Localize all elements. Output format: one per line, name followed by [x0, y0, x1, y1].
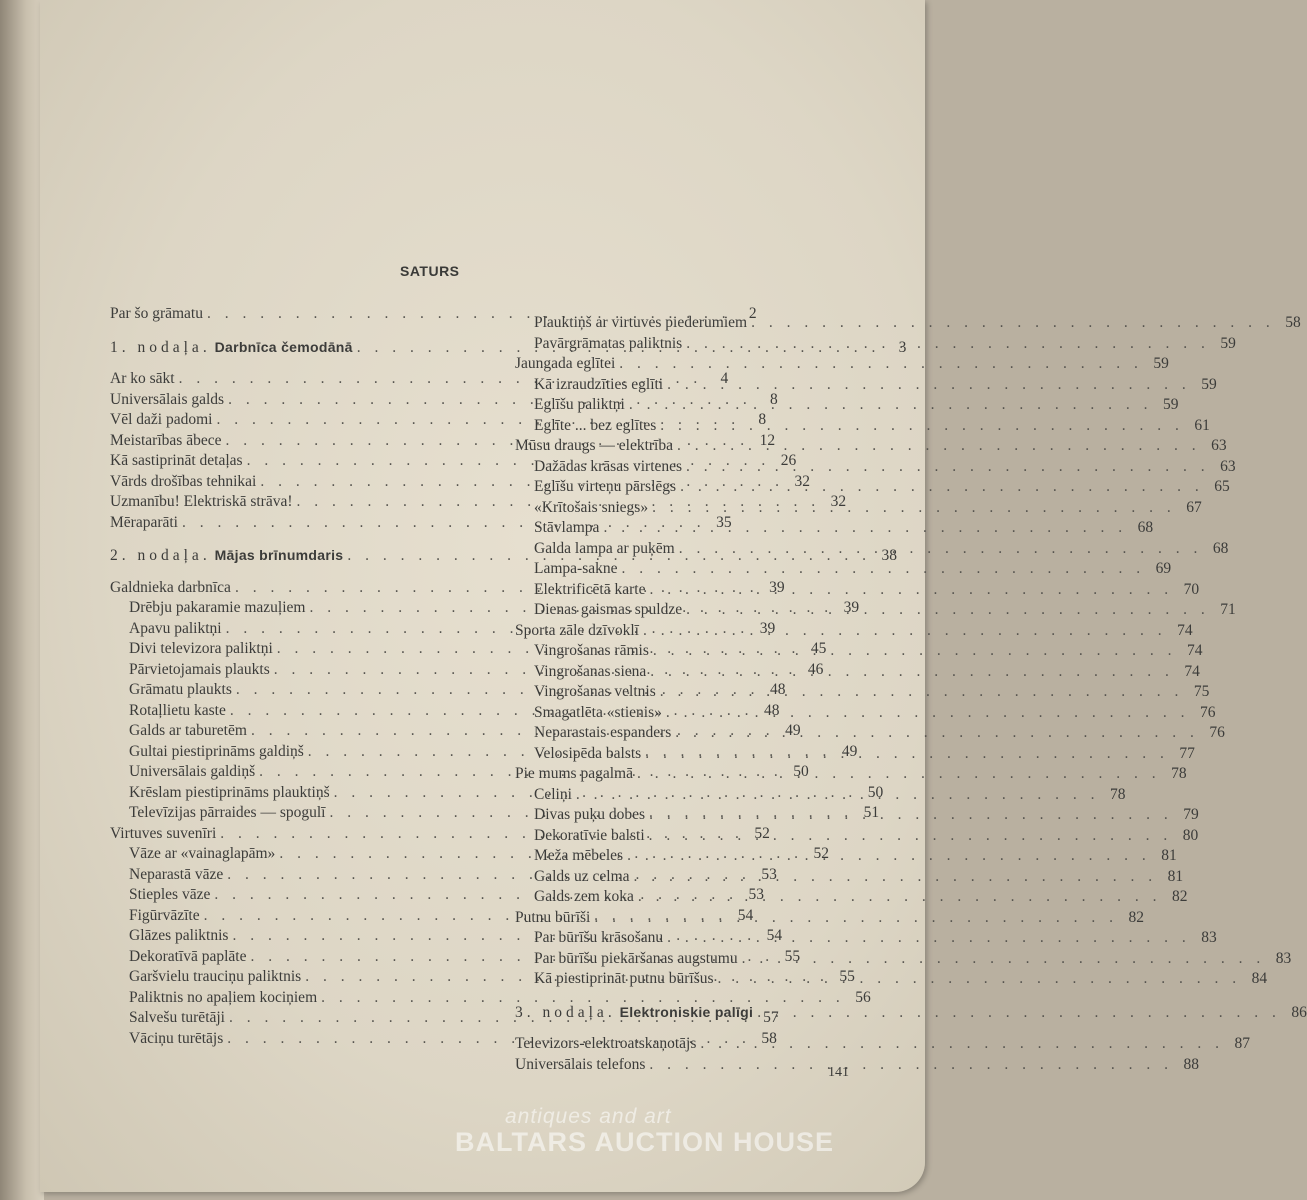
entry-title: Meistarības ābece: [110, 431, 222, 449]
entry-title: Universālais galdiņš: [129, 763, 256, 780]
entry-page-number: 2: [748, 305, 757, 322]
chapter-heading: [110, 337, 353, 359]
entry-title: Vārds drošības tehnikai: [110, 472, 257, 490]
chapter-title: Mājas brīnumdaris: [214, 547, 344, 563]
entry-page-number: 38: [881, 547, 898, 564]
dot-leader: [623, 846, 1155, 867]
entry-title: Gultai piestiprināms galdiņš: [129, 742, 304, 760]
entry-page-number: 76: [1199, 703, 1216, 721]
entry-page-number: 51: [863, 804, 880, 821]
entry-title: Galdnieka darbnīca: [110, 578, 231, 596]
toc-entry: [515, 1055, 1200, 1076]
entry-title: Galds ar taburetēm: [129, 722, 247, 739]
entry-title: Par būrīšu piekāršanas augstumu: [534, 949, 738, 967]
chapter-label: 2. nodaļa.: [110, 547, 211, 564]
entry-page-number: 50: [793, 763, 809, 780]
toc-chapter-entry: [515, 1002, 1307, 1023]
entry-page-number: 54: [766, 927, 783, 944]
toc-entry: [515, 764, 1187, 785]
toc-entry: [515, 457, 1236, 478]
entry-title: Rotaļlietu kaste: [129, 701, 226, 719]
entry-page-number: 8: [769, 390, 778, 408]
entry-title: Dienas gaismas spuldze: [534, 601, 683, 618]
toc-entry: [515, 887, 1188, 908]
entry-title: Galds zem koka: [534, 888, 634, 905]
toc-entry: [515, 395, 1179, 416]
entry-page-number: 81: [1167, 867, 1184, 885]
toc-entry: [515, 969, 1268, 990]
entry-page-number: 46: [807, 660, 824, 678]
chapter-heading: [110, 545, 343, 567]
section-gap: [515, 1022, 852, 1034]
toc-entry: [515, 416, 1210, 437]
entry-title: Galda lampa ar puķēm: [534, 539, 675, 557]
entry-title: Lampa-sakne: [534, 560, 618, 577]
entry-title: Velosipēda balsts: [534, 744, 642, 762]
book-spine-shadow: [0, 0, 44, 1200]
entry-title: Sporta zāle dzīvoklī: [515, 621, 639, 639]
entry-page-number: 53: [761, 865, 777, 883]
toc-entry: [515, 744, 1195, 765]
dot-leader: [656, 416, 1188, 437]
entry-page-number: 77: [1179, 744, 1195, 762]
toc-entry: [515, 826, 1199, 847]
entry-page-number: 68: [1137, 519, 1154, 536]
dot-leader: [646, 662, 1178, 683]
entry-page-number: 74: [1187, 642, 1203, 659]
entry-page-number: 39: [759, 619, 776, 637]
entry-page-number: 3: [898, 338, 907, 356]
entry-page-number: 8: [758, 411, 767, 428]
toc-entry: [515, 477, 1230, 498]
toc-entry: [515, 949, 1292, 970]
dot-leader: [615, 354, 1147, 375]
dot-leader: [599, 518, 1131, 539]
toc-entry: [515, 908, 1144, 929]
entry-page-number: 52: [813, 845, 829, 862]
entry-page-number: 65: [1214, 478, 1230, 495]
section-gap: [110, 533, 470, 545]
chapter-heading: [515, 1002, 753, 1024]
entry-page-number: 49: [841, 742, 858, 760]
entry-page-number: 49: [785, 722, 801, 739]
entry-page-number: 80: [1182, 826, 1199, 844]
entry-page-number: 68: [1212, 539, 1229, 557]
dot-leader: [625, 395, 1157, 416]
entry-title: Neparastā vāze: [129, 865, 224, 883]
toc-entry: [515, 354, 1169, 375]
page-title: SATURS: [400, 263, 460, 279]
toc-entry: [515, 1034, 1251, 1055]
entry-page-number: 63: [1211, 437, 1227, 454]
entry-title: Vingrošanas siena: [534, 662, 647, 680]
section-gap: [110, 325, 470, 337]
entry-title: Garšvielu trauciņu paliktnis: [129, 968, 302, 985]
entry-title: Par būrīšu krāsošanu: [534, 929, 664, 946]
watermark-tagline: antiques and art: [505, 1105, 672, 1128]
entry-title: Meža mēbeles: [534, 847, 624, 864]
entry-page-number: 79: [1183, 806, 1199, 823]
dot-leader: [682, 334, 1214, 355]
toc-entry: [515, 334, 1236, 355]
section-gap: [110, 357, 470, 369]
entry-title: Putnu būrīši: [515, 908, 591, 926]
entry-title: Krēslam piestiprināms plauktiņš: [129, 783, 330, 801]
entry-page-number: 78: [1171, 765, 1187, 782]
dot-leader: [645, 580, 1177, 601]
entry-page-number: 52: [754, 824, 770, 842]
toc-entry: [515, 846, 1177, 867]
entry-title: Neparastais espanders: [534, 724, 672, 741]
entry-page-number: 48: [770, 681, 786, 698]
dot-leader: [738, 949, 1270, 970]
entry-title: Stāvlampa: [534, 519, 600, 536]
toc-entry: [515, 436, 1227, 457]
dot-leader: [663, 375, 1195, 396]
entry-page-number: 70: [1183, 580, 1200, 598]
toc-entry: [515, 867, 1184, 888]
entry-page-number: 57: [763, 1009, 779, 1026]
entry-title: Universālais telefons: [515, 1055, 646, 1073]
entry-title: Divi televizora paliktņi: [129, 640, 273, 657]
dot-leader: [662, 703, 1194, 724]
page-number: 141: [828, 1065, 849, 1080]
section-gap: [515, 990, 852, 1002]
entry-title: Pārvietojamais plaukts: [129, 660, 270, 678]
entry-page-number: 71: [1220, 601, 1236, 618]
toc-entry: [515, 375, 1217, 396]
entry-page-number: 54: [737, 906, 754, 924]
entry-page-number: 59: [1162, 396, 1179, 413]
entry-title: Smagatlēta «stienis»: [534, 703, 662, 721]
entry-page-number: 56: [855, 988, 871, 1006]
entry-title: Universālais galds: [110, 390, 225, 408]
toc-entry: [515, 313, 1301, 334]
entry-page-number: 12: [759, 431, 776, 449]
entry-page-number: 59: [1201, 375, 1217, 393]
entry-page-number: 61: [1194, 416, 1210, 434]
entry-page-number: 67: [1186, 498, 1202, 516]
dot-leader: [645, 1055, 1177, 1076]
entry-title: Vingrošanas rāmis: [534, 642, 649, 659]
entry-title: Galds uz celma: [534, 867, 630, 885]
entry-title: Dekoratīvie balsti: [534, 826, 645, 844]
toc-entry: [515, 498, 1202, 519]
entry-title: Ar ko sākt: [110, 370, 175, 387]
entry-title: Apavu paliktņi: [129, 619, 222, 637]
dot-leader: [753, 1003, 1285, 1024]
entry-title: Kā izraudzīties eglīti: [534, 375, 664, 393]
dot-leader: [682, 600, 1214, 621]
entry-page-number: 39: [843, 599, 860, 616]
entry-title: Eglīšu virteņu pārslēgs: [534, 478, 677, 495]
entry-page-number: 35: [716, 513, 732, 531]
entry-page-number: 53: [748, 886, 764, 903]
entry-page-number: 32: [830, 493, 847, 510]
dot-leader: [633, 764, 1165, 785]
entry-title: Paliktnis no apaļiem kociņiem: [129, 988, 318, 1006]
entry-page-number: 59: [1153, 355, 1169, 372]
entry-title: Figūrvāzīte: [129, 906, 200, 924]
entry-page-number: 45: [810, 640, 827, 657]
toc-entry: [515, 723, 1225, 744]
dot-leader: [639, 621, 1171, 642]
entry-page-number: 50: [867, 783, 884, 801]
entry-page-number: 88: [1183, 1055, 1200, 1073]
section-gap: [110, 566, 470, 578]
entry-page-number: 63: [1220, 457, 1236, 475]
dot-leader: [634, 887, 1166, 908]
entry-page-number: 48: [763, 701, 780, 719]
entry-title: Kā sastiprināt detaļas: [110, 452, 243, 469]
entry-page-number: 75: [1193, 683, 1210, 700]
toc-entry: [515, 580, 1200, 601]
entry-page-number: 76: [1209, 724, 1225, 741]
entry-title: Vingrošanas veltnis: [534, 683, 656, 700]
entry-title: Dažādas krāsas virtenes: [534, 457, 683, 475]
entry-page-number: 39: [769, 578, 785, 596]
entry-page-number: 74: [1177, 621, 1193, 639]
dot-leader: [572, 785, 1104, 806]
dot-leader: [590, 908, 1122, 929]
dot-leader: [663, 928, 1195, 949]
entry-title: Grāmatu plaukts: [129, 681, 232, 698]
entry-title: Kā piestiprināt putnu būrīšus: [534, 970, 714, 987]
entry-page-number: 58: [761, 1029, 777, 1047]
toc-entry: [515, 621, 1193, 642]
dot-leader: [671, 723, 1203, 744]
entry-title: Virtuves suvenīri: [110, 824, 217, 842]
toc-entry: [515, 682, 1210, 703]
chapter-label: 3. nodaļa.: [515, 1003, 616, 1021]
dot-leader: [656, 682, 1188, 703]
entry-page-number: 82: [1171, 888, 1188, 905]
toc-entry: [515, 703, 1216, 724]
entry-page-number: 78: [1110, 785, 1126, 803]
entry-page-number: 84: [1251, 970, 1268, 987]
toc-entry: [515, 641, 1203, 662]
entry-title: Televīzijas pārraides — spogulī: [129, 804, 326, 821]
toc-entry: [515, 928, 1217, 949]
entry-title: Divas puķu dobes: [534, 806, 646, 823]
chapter-title: Elektroniskie palīgi: [619, 1003, 754, 1020]
chapter-title: Darbnīca čemodānā: [214, 338, 353, 355]
entry-title: Vāciņu turētājs: [129, 1029, 224, 1047]
watermark: [455, 1105, 855, 1158]
entry-title: Jaungada eglītei: [515, 355, 616, 372]
entry-title: Televizors-elektroatskaņotājs: [515, 1035, 697, 1052]
entry-page-number: 55: [839, 968, 855, 985]
chapter-label: 1. nodaļa.: [110, 338, 211, 356]
entry-title: Pavārgrāmatas paliktnis: [534, 334, 683, 352]
entry-page-number: 4: [720, 370, 729, 387]
dot-leader: [696, 1034, 1228, 1055]
dot-leader: [714, 969, 1246, 990]
entry-title: Celiņi: [534, 785, 572, 803]
entry-title: Vāze ar «vainaglapām»: [129, 845, 276, 862]
entry-page-number: 83: [1201, 929, 1217, 946]
entry-title: Elektrificētā karte: [534, 580, 646, 598]
entry-page-number: 83: [1275, 949, 1292, 967]
toc-entry: [110, 988, 871, 1009]
entry-title: Drēbju pakaramie mazuļiem: [129, 599, 306, 616]
dot-leader: [645, 826, 1177, 847]
entry-page-number: 69: [1155, 560, 1172, 577]
toc-entry: [515, 559, 1172, 580]
entry-page-number: 26: [780, 452, 797, 469]
toc-entry: [515, 518, 1154, 539]
entry-title: Par šo grāmatu: [110, 305, 203, 322]
dot-leader: [648, 498, 1180, 519]
entry-title: Pie mums pagalmā: [515, 765, 633, 782]
entry-title: Vēl daži padomi: [110, 411, 213, 428]
entry-title: Eglīšu paliktņi: [534, 396, 625, 413]
entry-page-number: 82: [1128, 908, 1144, 926]
dot-leader: [649, 641, 1181, 662]
entry-page-number: 87: [1234, 1035, 1251, 1052]
watermark-brand: BALTARS AUCTION HOUSE: [455, 1127, 834, 1157]
dot-leader: [675, 539, 1207, 560]
entry-title: Salvešu turētāji: [129, 1009, 225, 1026]
entry-title: Glāzes paliktnis: [129, 927, 229, 944]
entry-title: Eglīte ... bez eglītes: [534, 416, 657, 434]
dot-leader: [618, 559, 1150, 580]
entry-page-number: 81: [1161, 847, 1177, 864]
entry-page-number: 59: [1220, 334, 1236, 352]
dot-leader: [676, 477, 1208, 498]
dot-leader: [630, 867, 1162, 888]
dot-leader: [682, 457, 1214, 478]
entry-title: Stieples vāze: [129, 886, 211, 903]
entry-page-number: 32: [794, 472, 810, 490]
dot-leader: [641, 744, 1173, 765]
entry-page-number: 55: [784, 947, 801, 965]
entry-title: Mūsu draugs — elektrība: [515, 437, 673, 454]
entry-title: Mēraparāti: [110, 513, 178, 531]
entry-page-number: 74: [1184, 662, 1200, 680]
entry-page-number: 58: [1285, 314, 1301, 331]
dot-leader: [747, 313, 1279, 334]
entry-title: Plauktiņš ar virtuves piederumiem: [534, 314, 748, 331]
entry-title: Dekoratīvā paplāte: [129, 947, 247, 965]
entry-page-number: 86: [1291, 1003, 1307, 1021]
entry-title: Uzmanību! Elektriskā strāva!: [110, 493, 293, 510]
toc-entry: [515, 662, 1200, 683]
dot-leader: [645, 805, 1177, 826]
entry-title: «Krītošais sniegs»: [534, 498, 649, 516]
dot-leader: [673, 436, 1205, 457]
